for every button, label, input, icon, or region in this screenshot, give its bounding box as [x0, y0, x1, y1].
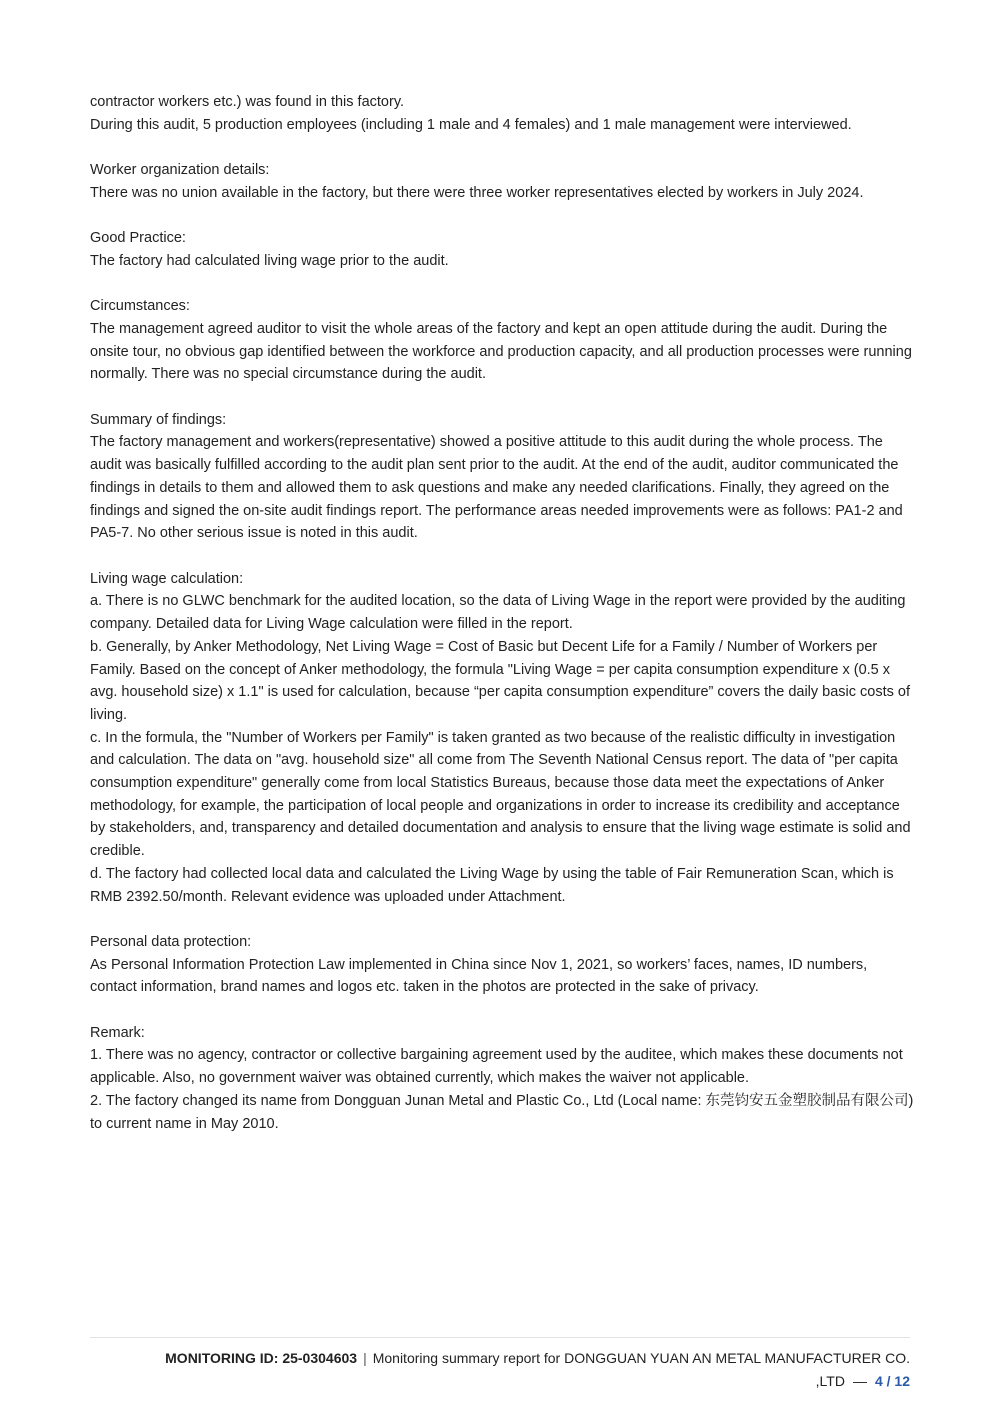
good-practice-text: The factory had calculated living wage prior to the audit. [90, 252, 449, 269]
good-practice-section [90, 227, 915, 272]
living-wage-heading: Living wage calculation: [90, 570, 244, 587]
page-number: 4 / 12 [874, 1373, 910, 1389]
personal-data-text: As Personal Information Protection Law implemented in China since Nov 1, 2021, so workers’ faces, names, ID numbers, contact information, brand names and logos etc. taken in the photos are protected in the sake of privacy. [90, 956, 868, 996]
intro-line-2: During this audit, 5 production employees (including 1 male and 4 females) and 1 male management were interviewed. [90, 116, 852, 133]
worker-organization-section [90, 159, 915, 204]
circumstances-text: The management agreed auditor to visit the whole areas of the factory and kept an open attitude during the audit. During the onsite tour, no obvious gap identified between the workforce and production capacity, and all production processes were running normally. There was no special circumstance during the audit. [90, 320, 912, 383]
footer-divider [90, 1337, 910, 1338]
page-footer [90, 1347, 910, 1393]
personal-data-section [90, 931, 915, 999]
footer-separator: | [363, 1350, 367, 1366]
living-wage-item-a: a. There is no GLWC benchmark for the audited location, so the data of Living Wage in the report were provided by the auditing company. Detailed data for Living Wage calculation were filled in the report. [90, 593, 906, 633]
living-wage-item-b: b. Generally, by Anker Methodology, Net Living Wage = Cost of Basic but Decent Life for a Family / Number of Workers per Family. Based on the concept of Anker methodology, the formula "Living Wage = per capita consumption expenditure x (0.5 x avg. household size) x 1.1" is used for calculation, because “per capita consumption expenditure” covers the daily basic costs of living. [90, 638, 911, 723]
circumstances-section [90, 295, 915, 386]
monitoring-id: MONITORING ID: 25-0304603 [165, 1350, 358, 1366]
remark-item-2: 2. The factory changed its name from Dongguan Junan Metal and Plastic Co., Ltd (Local name: 东莞钧安五金塑胶制品有限公司) to current name in May 2010. [90, 1092, 914, 1132]
report-title-end: ,LTD [815, 1373, 845, 1389]
living-wage-item-c: c. In the formula, the "Number of Workers per Family" is taken granted as two because of the realistic difficulty in investigation and calculation. The data on "avg. household size" all come from The Seventh National Census report. The data of "per capita consumption expenditure" generally come from local Statistics Bureaus, because those data meet the expectations of Anker methodology, for example, the participation of local people and organizations in order to increase its credibility and acceptance by stakeholders, and, transparency and detailed documentation and analysis to ensure that the living wage estimate is solid and credible. [90, 729, 911, 860]
worker-organization-heading: Worker organization details: [90, 162, 270, 179]
living-wage-section [90, 568, 915, 909]
footer-line-2 [90, 1370, 910, 1393]
living-wage-item-d: d. The factory had collected local data and calculated the Living Wage by using the table of Fair Remuneration Scan, which is RMB 2392.50/month. Relevant evidence was uploaded under Attachment. [90, 865, 894, 905]
footer-dash: — [852, 1373, 867, 1389]
remark-section [90, 1022, 915, 1136]
report-title: Monitoring summary report for DONGGUAN YUAN AN METAL MANUFACTURER CO. [372, 1350, 910, 1366]
remark-item-1: 1. There was no agency, contractor or collective bargaining agreement used by the auditee, which makes these documents not applicable. Also, no government waiver was obtained currently, which makes the waiver not applicable. [90, 1047, 903, 1087]
intro-line-1: contractor workers etc.) was found in this factory. [90, 94, 405, 110]
summary-text: The factory management and workers(representative) showed a positive attitude to this audit during the whole process. The audit was basically fulfilled according to the audit plan sent prior to the audit. At the end of the audit, auditor communicated the findings in details to them and allowed them to ask questions and make any needed clarifications. Finally, they agreed on the findings and signed the on-site audit findings report. The performance areas needed improvements were as follows: PA1-2 and PA5-7. No other serious issue is noted in this audit. [90, 434, 903, 542]
worker-organization-text: There was no union available in the factory, but there were three worker representatives elected by workers in July 2024. [90, 184, 864, 201]
summary-section [90, 409, 915, 545]
footer-line-1 [90, 1347, 910, 1370]
report-body [90, 91, 915, 1135]
good-practice-heading: Good Practice: [90, 230, 186, 247]
personal-data-heading: Personal data protection: [90, 933, 252, 950]
circumstances-heading: Circumstances: [90, 298, 190, 315]
summary-heading: Summary of findings: [90, 411, 227, 428]
remark-heading: Remark: [90, 1024, 145, 1041]
